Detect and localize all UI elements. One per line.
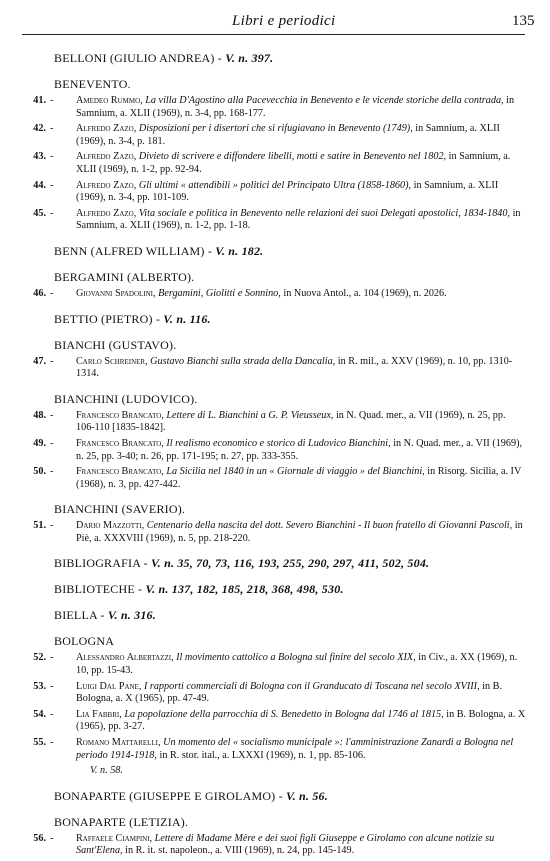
bib-entry (24, 410, 526, 435)
entry-title: Gli ultimi « attendibili » politici del Principato Ultra (1858-1860), (138, 179, 412, 191)
entry-number: 41. (33, 95, 46, 106)
entry-author: Alfredo Zazo, (76, 123, 137, 135)
bibliography-body (24, 50, 526, 861)
heading-ref: V. n. 56. (286, 788, 328, 803)
entry-number: 50. (33, 466, 46, 478)
entry-dash: - (50, 737, 54, 749)
bib-entry (24, 737, 526, 762)
entry-title: Gustavo Bianchi sulla strada della Dancalia, (150, 355, 336, 367)
entry-dash: - (50, 466, 54, 478)
entry-dash: - (50, 652, 54, 664)
heading-ref: V. n. 35, 70, 73, 116, 193, 255, 290, 297, 411, 502, 504. (151, 556, 430, 571)
heading-name: BETTIO (PIETRO) (54, 311, 153, 326)
bib-entry (24, 833, 526, 858)
entry-title: Vita sociale e politica in Benevento nelle relazioni dei suoi Delegati apostolici, 1834-1840, (138, 207, 511, 219)
entry-publication: in R. mil., a. XXV (1969), n. 10, pp. 1310-1314. (76, 355, 513, 380)
section-heading (54, 814, 526, 830)
heading-name: BENEVENTO. (54, 77, 131, 91)
section-heading: BELLONI (GIULIO ANDREA) - V. n. 397. (54, 51, 274, 65)
entry-title: La villa D'Agostino alla Pacevecchia in Benevento e le vicende storiche della contrada, (145, 95, 504, 106)
entry-publication: in R. it. st. napoleon., a. VIII (1969), n. 24, pp. 145-149. (125, 845, 355, 857)
bib-entry (24, 520, 526, 545)
entry-author: Lia Fabbri, (76, 708, 122, 720)
bib-entry (24, 652, 526, 677)
entry-publication: in Piè, a. XXXVIII (1969), n. 5, pp. 218-220. (76, 520, 523, 544)
bib-entry (24, 208, 526, 233)
heading-name: BIBLIOTECHE (54, 582, 135, 597)
entry-title: Bergamini, Giolitti e Sonnino, (158, 287, 281, 299)
heading-name: BIANCHINI (LUDOVICO). (54, 391, 198, 406)
entry-number: 43. (33, 151, 46, 163)
entry-number: 47. (33, 355, 46, 367)
entry-publication: in Nuova Antol., a. 104 (1969), n. 2026. (283, 287, 447, 299)
entry-number: 53. (33, 680, 46, 692)
heading-name: BIBLIOGRAFIA (54, 556, 141, 571)
entry-dash: - (50, 207, 54, 219)
bib-entry (24, 123, 526, 148)
section-heading (54, 501, 526, 517)
entry-number: 52. (33, 652, 46, 664)
entry-dash: - (50, 123, 54, 135)
entry-number: 45. (33, 207, 46, 219)
entry-dash: - (50, 832, 54, 844)
bib-entry (24, 356, 526, 381)
entry-number: 44. (33, 179, 46, 191)
entry-author: Carlo Schreiner, (76, 355, 148, 367)
bib-entry (24, 151, 526, 176)
entry-author: Romano Mattarelli, (76, 737, 161, 749)
entry-title: Lettere di L. Bianchini a G. P. Vieusseux, (166, 409, 334, 421)
section-heading: BIBLIOTECHE - V. n. 137, 182, 185, 218, 368, 498, 530. (54, 582, 344, 597)
heading-name: BONAPARTE (LETIZIA). (54, 814, 189, 829)
entry-author: Francesco Brancato, (76, 409, 164, 421)
entry-title: Disposizioni per i disertori che si rifugiavano in Benevento (1749), (138, 123, 413, 135)
bib-entry (24, 438, 526, 463)
entry-number: 49. (33, 437, 46, 449)
entry-dash: - (50, 151, 54, 163)
entry-dash: - (50, 680, 54, 692)
heading-name: BENN (ALFRED WILLIAM) (54, 243, 205, 258)
entry-author: Alfredo Zazo, (76, 207, 137, 219)
entry-publication: in N. Quad. mer., a. VII (1969), n. 25, pp. 106-110 [1835-1842]. (76, 409, 506, 434)
bib-entry (24, 466, 526, 491)
section-heading (54, 269, 526, 285)
section-heading: BETTIO (PIETRO) - V. n. 116. (54, 311, 211, 326)
page-number: 135 (512, 13, 535, 29)
entry-title: Divieto di scrivere e diffondere libelli, motti e satire in Benevento nel 1802, (138, 151, 447, 163)
heading-ref: V. n. 397. (225, 51, 274, 65)
entry-publication: in Samnium, a. XLII (1969), n. 3-4, p. 181. (76, 123, 500, 147)
entry-title: Un momento del « socialismo municipale »: l'amministrazione Zanardi a Bologna nel periodo 1914-1918, (76, 737, 514, 761)
entry-dash: - (50, 708, 54, 720)
entry-title: Centenario della nascita del dott. Severo Bianchini - Il buon fratello di Giovanni Pascoli, (146, 520, 513, 532)
entry-author: Alfredo Zazo, (76, 151, 137, 163)
heading-ref: V. n. 116. (163, 311, 211, 326)
entry-number: 46. (33, 287, 46, 299)
bib-entry (24, 288, 526, 301)
heading-ref: V. n. 137, 182, 185, 218, 368, 498, 530. (145, 582, 344, 597)
heading-name: BONAPARTE (GIUSEPPE E GIROLAMO) (54, 788, 276, 803)
bib-entry (24, 709, 526, 734)
section-heading: BENN (ALFRED WILLIAM) - V. n. 182. (54, 243, 264, 258)
entry-author: Alfredo Zazo, (76, 179, 137, 191)
entry-author: Raffaele Ciampini, (76, 832, 153, 844)
entry-author: Giovanni Spadolini, (76, 287, 156, 299)
entry-publication: in N. Quad. mer., a. VII (1969), n. 25, pp. 3-40; n. 26, pp. 171-195; n. 27, pp. 333-355. (76, 437, 523, 462)
section-heading (54, 633, 526, 649)
section-heading: BIBLIOGRAFIA - V. n. 35, 70, 73, 116, 193, 255, 290, 297, 411, 502, 504. (54, 556, 430, 571)
entry-dash: - (50, 409, 54, 421)
entry-publication: in B. Bologna, a. X (1965), pp. 47-49. (76, 680, 502, 705)
bib-entry (24, 681, 526, 706)
heading-name: BOLOGNA (54, 634, 115, 649)
running-title: Libri e periodici (232, 13, 336, 29)
entry-number: 48. (33, 409, 46, 421)
section-heading: BIELLA - V. n. 316. (54, 608, 156, 623)
section-heading (54, 337, 526, 353)
bib-entry (24, 95, 526, 120)
entry-publication: in B. Bologna, a. X (1965), pp. 3-27. (76, 708, 526, 733)
crossref-text: V. n. 58. (90, 765, 123, 777)
entry-title: La popolazione della parrocchia di S. Benedetto in Bologna dal 1746 al 1815, (124, 708, 444, 720)
entry-crossref (24, 765, 526, 778)
heading-ref: V. n. 316. (107, 608, 156, 623)
entry-dash: - (50, 95, 54, 106)
entry-title: Lettere di Madame Mère e dei suoi figli Giuseppe e Girolamo con alcune notizie su Sant'Elena, (76, 832, 495, 857)
bib-entry (24, 180, 526, 205)
entry-dash: - (50, 355, 54, 367)
entry-title: I rapporti commerciali di Bologna con il Granducato di Toscana nel secolo XVIII, (143, 680, 480, 692)
entry-title: Il movimento cattolico a Bologna sul finire del secolo XIX, (176, 652, 416, 664)
entry-number: 56. (33, 832, 46, 844)
header-rule (22, 34, 525, 35)
entry-dash: - (50, 520, 54, 532)
entry-publication: in R. stor. ital., a. LXXXI (1969), n. 1, pp. 85-106. (159, 749, 366, 761)
entry-number: 55. (33, 737, 46, 749)
heading-name: BERGAMINI (ALBERTO). (54, 269, 195, 284)
entry-dash: - (50, 179, 54, 191)
entry-author: Dario Mazzotti, (76, 520, 145, 532)
entry-title: La Sicilia nel 1840 in un « Giornale di viaggio » del Bianchini, (166, 466, 425, 478)
entry-number: 54. (33, 708, 46, 720)
running-header (0, 13, 550, 31)
entry-publication: in Samnium, a. XLII (1969), n. 3-4, pp. 101-109. (76, 179, 499, 204)
entry-dash: - (50, 287, 54, 299)
heading-name: BIELLA (54, 608, 98, 623)
entry-publication: in Civ., a. XX (1969), n. 10, pp. 15-43. (76, 652, 518, 677)
entry-publication: in Samnium, a. XLII (1969), n. 3-4, pp. 168-177. (76, 95, 515, 119)
entry-author: Alessandro Albertazzi, (76, 652, 174, 664)
heading-name: BELLONI (GIULIO ANDREA) (54, 51, 215, 65)
entry-publication: in Samnium, a. XLII (1969), n. 1-2, pp. 92-94. (76, 151, 511, 175)
section-heading: BONAPARTE (GIUSEPPE E GIROLAMO) - V. n. 56. (54, 788, 328, 803)
entry-title: Il realismo economico e storico di Ludovico Bianchini, (166, 437, 391, 449)
entry-publication: in Samnium, a. XLII (1969), n. 1-2, pp. 1-18. (76, 207, 521, 232)
entry-author: Amedeo Rummo, (76, 95, 143, 106)
entry-author: Francesco Brancato, (76, 466, 164, 478)
entry-dash: - (50, 437, 54, 449)
heading-name: BIANCHI (GUSTAVO). (54, 337, 177, 352)
heading-ref: V. n. 182. (215, 243, 264, 258)
entry-publication: in Risorg. Sicilia, a. IV (1968), n. 3, pp. 427-442. (76, 466, 522, 490)
entry-number: 51. (33, 520, 46, 532)
section-heading (54, 391, 526, 407)
entry-author: Luigi Dal Pane, (76, 680, 142, 692)
entry-author: Francesco Brancato, (76, 437, 164, 449)
section-heading (54, 76, 526, 92)
entry-number: 42. (33, 123, 46, 135)
heading-name: BIANCHINI (SAVERIO). (54, 502, 186, 517)
